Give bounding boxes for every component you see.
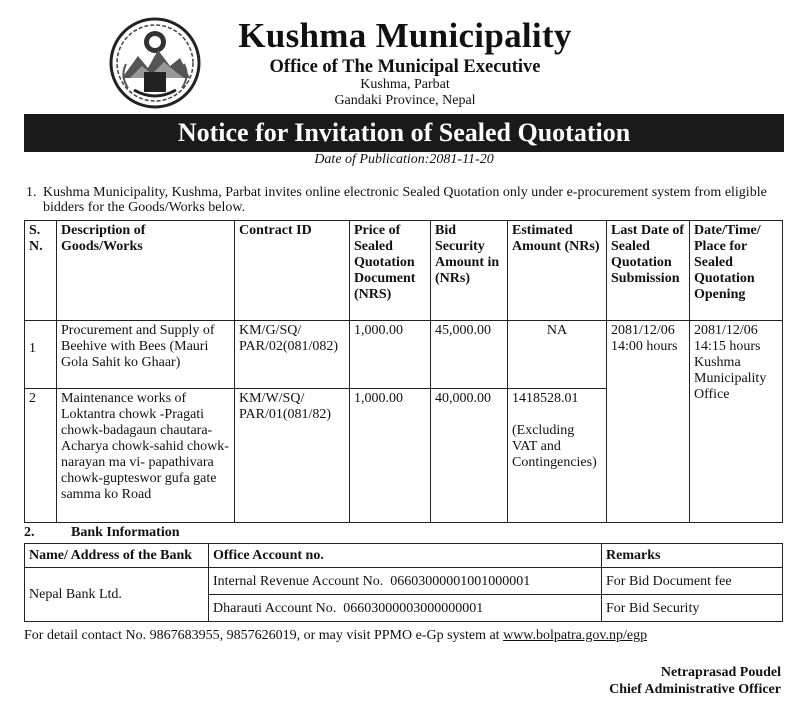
header-last-date: Last Date of Sealed Quotation Submission [607, 221, 690, 321]
header-contract-id: Contract ID [235, 221, 350, 321]
bank-header-account: Office Account no. [209, 544, 602, 568]
office-subtitle: Office of The Municipal Executive [269, 57, 541, 77]
row-bid-security: 40,000.00 [431, 389, 508, 523]
header-description: Description of Goods/Works [57, 221, 235, 321]
address-line-2: Gandaki Province, Nepal [334, 93, 476, 108]
notice-banner: Notice for Invitation of Sealed Quotation [24, 114, 784, 152]
bank-table [24, 543, 783, 622]
section-1-text: Kushma Municipality, Kushma, Parbat invites online electronic Sealed Quotation only under e-procurement system from eligible bidders for the Goods/Works below. [43, 185, 767, 215]
government-emblem-icon [108, 16, 202, 110]
row-sn: 2 [25, 389, 57, 523]
estimated-note: (Excluding VAT and Contingencies) [512, 423, 597, 470]
row-bid-security: 45,000.00 [431, 321, 508, 389]
row-price: 1,000.00 [350, 389, 431, 523]
header-price: Price of Sealed Quotation Document (NRS) [350, 221, 431, 321]
row-opening: 2081/12/06 14:15 hours Kushma Municipality Office [690, 321, 783, 523]
signer-designation: Chief Administrative Officer [609, 682, 781, 697]
table-row [25, 568, 783, 595]
header-bid-security: Bid Security Amount in (NRs) [431, 221, 508, 321]
table-row [25, 321, 783, 389]
signature-block [609, 664, 781, 698]
bank-header-remarks: Remarks [602, 544, 783, 568]
bank-remark: For Bid Security [602, 595, 783, 622]
header-estimated: Estimated Amount (NRs) [508, 221, 607, 321]
header-sn: S. N. [25, 221, 57, 321]
row-description: Maintenance works of Loktantra chowk -Pragati chowk-badagaun chautara-Acharya chowk-sahid chowk-narayan ma vi- papathivara chowk-gupteswor gufa gate samma ko Road [57, 389, 235, 523]
bank-header-name: Name/ Address of the Bank [25, 544, 209, 568]
works-table [24, 220, 783, 523]
bank-account: Internal Revenue Account No. 06603000001001000001 [209, 568, 602, 595]
row-contract-id: KM/G/SQ/ PAR/02(081/082) [235, 321, 350, 389]
row-last-date: 2081/12/06 14:00 hours [607, 321, 690, 523]
row-description: Procurement and Supply of Beehive with Bees (Mauri Gola Sahit ko Ghaar) [57, 321, 235, 389]
bank-name: Nepal Bank Ltd. [25, 568, 209, 622]
section-2-title: Bank Information [71, 525, 180, 540]
estimated-amount: 1418528.01 [512, 391, 579, 406]
contact-text: For detail contact No. 9867683955, 9857626019, or may visit PPMO e-Gp system at [24, 628, 504, 643]
row-sn: 1 [25, 321, 57, 389]
bank-header-row [25, 544, 783, 568]
row-price: 1,000.00 [350, 321, 431, 389]
row-estimated: NA [508, 321, 607, 389]
bank-account: Dharauti Account No. 06603000003000000001 [209, 595, 602, 622]
publication-date: Date of Publication:2081-11-20 [314, 152, 494, 167]
signer-name: Netraprasad Poudel [660, 665, 781, 680]
bank-remark: For Bid Document fee [602, 568, 783, 595]
header-opening: Date/Time/ Place for Sealed Quotation Opening [690, 221, 783, 321]
address-line-1: Kushma, Parbat [360, 77, 450, 92]
section-1-number: 1. [26, 185, 37, 200]
contact-line [24, 628, 647, 644]
page-title: Kushma Municipality [238, 16, 572, 55]
row-contract-id: KM/W/SQ/ PAR/01(081/82) [235, 389, 350, 523]
egp-link[interactable]: www.bolpatra.gov.np/egp [503, 628, 648, 643]
section-2-number: 2. [24, 525, 35, 540]
table-header-row [25, 221, 783, 321]
row-estimated [508, 389, 607, 523]
